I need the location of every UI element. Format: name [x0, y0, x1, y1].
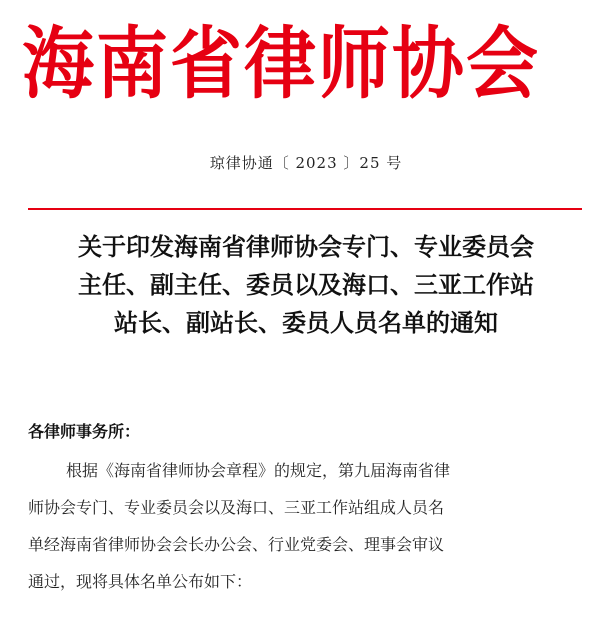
letterhead-title: 海南省律师协会 [22, 18, 541, 109]
body-line-4: 通过，现将具体名单公布如下： [28, 572, 253, 591]
notice-title-line-3: 站长、副站长、委员人员名单的通知 [114, 309, 498, 337]
salutation: 各律师事务所： [28, 422, 141, 441]
notice-title-line-2: 主任、副主任、委员以及海口、三亚工作站 [78, 271, 534, 299]
red-divider [28, 208, 582, 210]
body-line-3: 单经海南省律师协会会长办公会、行业党委会、理事会审议 [28, 535, 445, 554]
body-line-2: 师协会专门、专业委员会以及海口、三亚工作站组成人员名 [28, 498, 445, 517]
body-paragraph [28, 452, 584, 600]
notice-title-line-1: 关于印发海南省律师协会专门、专业委员会 [78, 233, 534, 261]
document-number: 琼律协通〔 2023 〕25 号 [209, 154, 403, 172]
body-line-1: 根据《海南省律师协会章程》的规定，第九届海南省律 [66, 461, 451, 480]
notice-title [28, 228, 584, 342]
